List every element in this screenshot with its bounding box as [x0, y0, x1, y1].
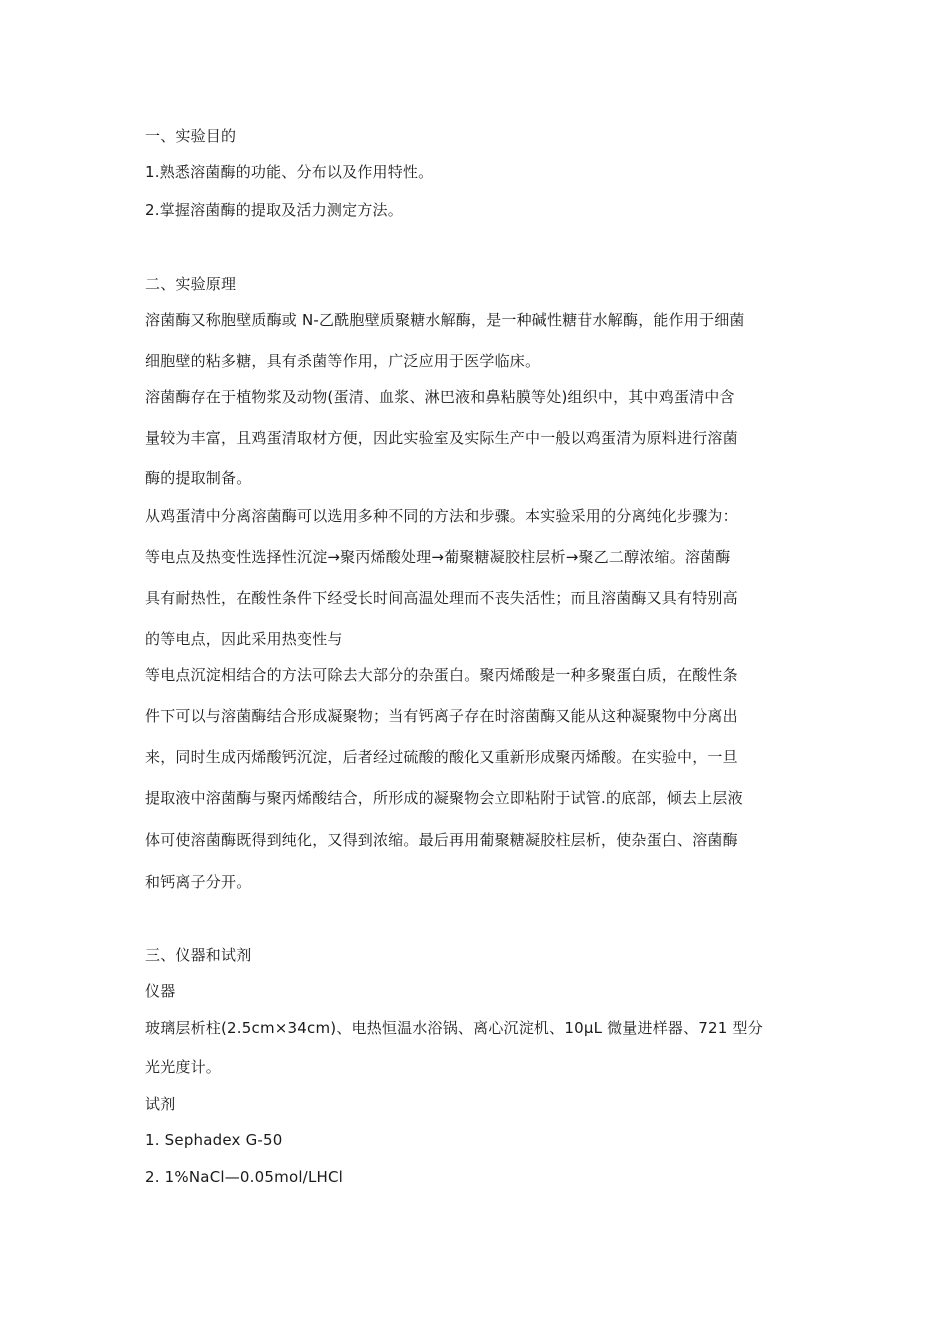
section-2-title: 二、实验原理: [145, 275, 237, 293]
reagents-label: 试剂: [145, 1095, 176, 1113]
section-2-line: 和钙离子分开。: [145, 873, 252, 891]
reagent-item: 1. Sephadex G-50: [145, 1131, 283, 1149]
section-2-line: 细胞壁的粘多糖，具有杀菌等作用，广泛应用于医学临床。: [145, 352, 541, 370]
section-3-title: 三、仪器和试剂: [145, 946, 252, 964]
section-2-line: 溶菌酶又称胞壁质酶或 N-乙酰胞壁质聚糖水解酶，是一种碱性糖苷水解酶，能作用于细菌: [145, 311, 745, 329]
reagent-item: 2. 1%NaCl—0.05mol/LHCl: [145, 1168, 344, 1186]
section-2-line: 量较为丰富，且鸡蛋清取材方便，因此实验室及实际生产中一般以鸡蛋清为原料进行溶菌: [145, 429, 738, 447]
section-2-line: 的等电点，因此采用热变性与: [145, 630, 343, 648]
section-2-line: 等电点沉淀相结合的方法可除去大部分的杂蛋白。聚丙烯酸是一种多聚蛋白质，在酸性条: [145, 666, 738, 684]
instruments-line: 玻璃层析柱(2.5cm×34cm)、电热恒温水浴锅、离心沉淀机、10μL 微量进样器、721 型分: [145, 1019, 763, 1037]
section-2-line: 溶菌酶存在于植物浆及动物(蛋清、血浆、淋巴液和鼻粘膜等处)组织中，其中鸡蛋清中含: [145, 388, 735, 406]
section-1-item-1: 1.熟悉溶菌酶的功能、分布以及作用特性。: [145, 163, 434, 181]
section-2-line: 体可使溶菌酶既得到纯化，又得到浓缩。最后再用葡聚糖凝胶柱层析，使杂蛋白、溶菌酶: [145, 831, 738, 849]
section-2-line: 具有耐热性，在酸性条件下经受长时间高温处理而不丧失活性；而且溶菌酶又具有特别高: [145, 589, 738, 607]
section-1-title: 一、实验目的: [145, 127, 237, 145]
section-2-line: 提取液中溶菌酶与聚丙烯酸结合，所形成的凝聚物会立即粘附于试管.的底部，倾去上层液: [145, 789, 743, 807]
instruments-label: 仪器: [145, 982, 176, 1000]
instruments-line: 光光度计。: [145, 1058, 222, 1076]
section-2-line: 来，同时生成丙烯酸钙沉淀，后者经过硫酸的酸化又重新形成聚丙烯酸。在实验中，一旦: [145, 748, 738, 766]
section-2-line: 酶的提取制备。: [145, 469, 252, 487]
section-2-line: 件下可以与溶菌酶结合形成凝聚物；当有钙离子存在时溶菌酶又能从这种凝聚物中分离出: [145, 707, 738, 725]
section-2-line: 等电点及热变性选择性沉淀→聚丙烯酸处理→葡聚糖凝胶柱层析→聚乙二醇浓缩。溶菌酶: [145, 548, 731, 566]
section-2-line: 从鸡蛋清中分离溶菌酶可以选用多种不同的方法和步骤。本实验采用的分离纯化步骤为：: [145, 507, 738, 525]
section-1-item-2: 2.掌握溶菌酶的提取及活力测定方法。: [145, 201, 403, 219]
